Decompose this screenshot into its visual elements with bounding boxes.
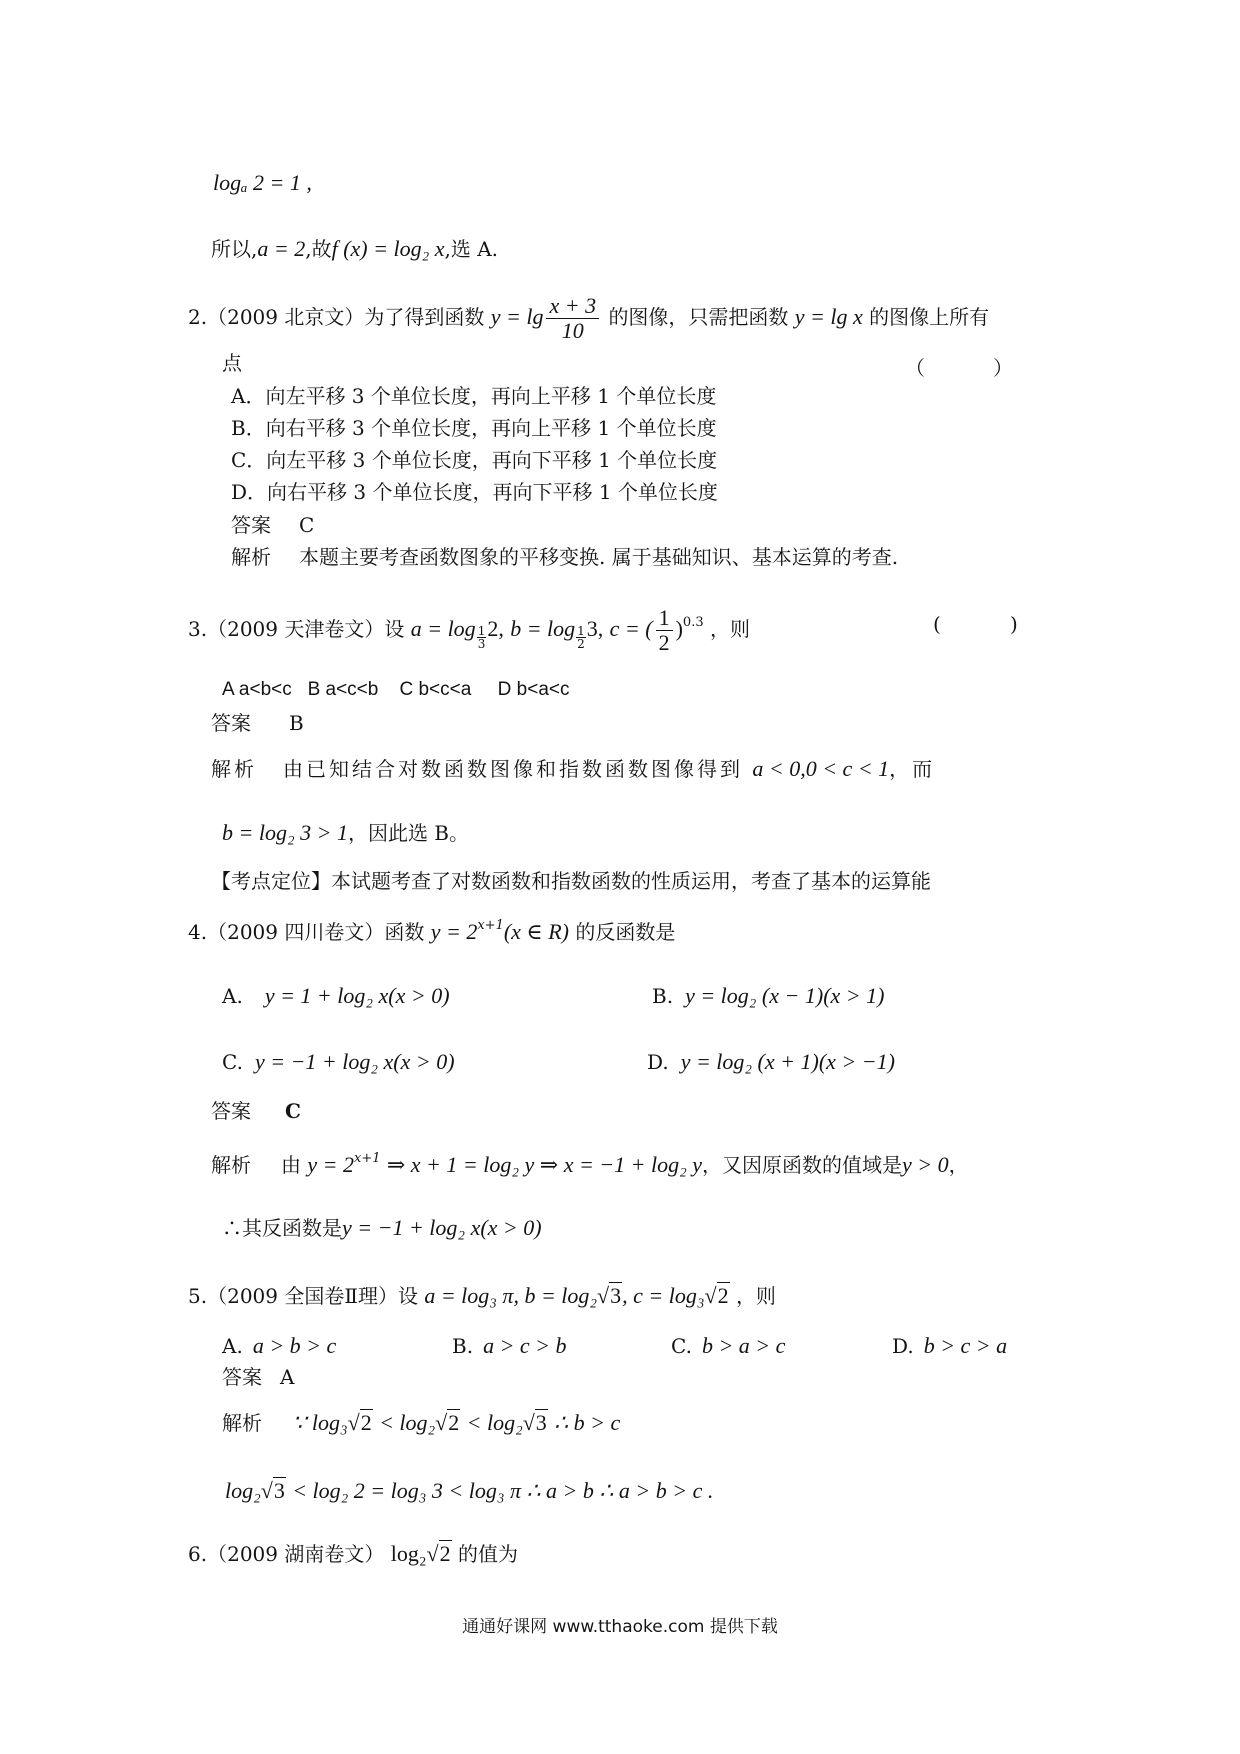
q5-sqrt2: √2 — [704, 1283, 729, 1308]
q3-source: （2009 天津卷文）设 — [207, 617, 405, 642]
q5-source: （2009 全国卷Ⅱ理）设 — [207, 1284, 418, 1308]
q3-b-arg: 3, — [586, 616, 604, 642]
q3-a-base-num: 1 — [477, 624, 486, 639]
q2-answer-label: 答案 — [231, 513, 271, 537]
q4-option-b-expr: y = log₂ (x − 1)(x > 1) — [685, 983, 885, 1008]
top-line-2 — [211, 238, 498, 260]
q4-analysis — [211, 1151, 969, 1177]
q5-analysis-p4: ∴ b > c — [554, 1410, 621, 1435]
q2-number: 2. — [188, 305, 208, 330]
q3-note: 【考点定位】本试题考查了对数函数和指数函数的性质运用，考查了基本的运算能 — [211, 869, 931, 893]
q3-b-part: b = log — [510, 616, 576, 642]
q4-func: y = 2 — [430, 919, 478, 944]
q3-c-num: 1 — [656, 606, 673, 631]
q3-c-part: c = ( — [609, 616, 653, 642]
q2-func2: y = lg x — [794, 304, 863, 330]
q4-option-d — [647, 1051, 895, 1073]
q4-option-a — [222, 985, 450, 1007]
q3-analysis-end: ，而 — [889, 757, 936, 781]
q2-stem — [188, 294, 989, 343]
q6-tail: 的值为 — [457, 1542, 518, 1566]
q4-analysis-end: ， — [948, 1153, 969, 1177]
q3-a-base — [477, 625, 487, 650]
q3-number: 3. — [188, 617, 208, 642]
q5-line2-p1: log₂ — [225, 1478, 261, 1503]
q2-source: （2009 北京文）为了得到函数 — [207, 305, 485, 330]
q5-sqrt2-arg: 2 — [717, 1283, 729, 1308]
q5-expr-c: , c = log₃ — [622, 1283, 705, 1308]
top-line-2-suffix: ,选 A. — [444, 237, 498, 261]
q4-option-b — [652, 985, 884, 1007]
q4-conclusion — [222, 1217, 542, 1239]
q2-analysis-label: 解析 — [231, 545, 271, 569]
q4-option-d-label: D. — [647, 1050, 669, 1074]
q5-answer — [222, 1367, 294, 1387]
q4-func-exp: x+1 — [477, 918, 504, 933]
q6-stem — [188, 1543, 518, 1565]
q5-analysis-p2: < log₂ — [379, 1410, 436, 1435]
q3-line2-math: b = log₂ 3 > 1 — [222, 820, 348, 845]
q4-option-c-expr: y = −1 + log₂ x(x > 0) — [254, 1049, 455, 1074]
q5-expr-a: a = log₃ π, b = log₂ — [424, 1283, 598, 1308]
q5-line2-r1: 3 — [273, 1478, 285, 1503]
q2-tail: 的图像上所有 — [869, 305, 990, 330]
q2-mid: 的图像，只需把函数 — [608, 305, 789, 330]
q5-analysis-p1: ∵ log₃ — [292, 1410, 348, 1435]
q2-option-c: C．向左平移 3 个单位长度，再向下平移 1 个单位长度 — [231, 448, 718, 472]
q2-fraction-num: x + 3 — [546, 294, 599, 319]
q4-answer — [211, 1101, 301, 1121]
q3-a-base-den: 3 — [477, 637, 486, 652]
q4-analysis-label: 解析 — [211, 1153, 251, 1177]
q5-analysis-p3: < log₂ — [466, 1410, 523, 1435]
q5-analysis-r2: 2 — [448, 1410, 460, 1435]
q5-option-a-expr: a > b > c — [252, 1333, 337, 1358]
top-line-1: logₐ 2 = 1 , — [213, 170, 312, 195]
q3-bracket-close: ) — [1010, 612, 1018, 636]
q4-domain: (x ∈ R) — [503, 919, 569, 944]
q3-analysis-line2 — [222, 822, 469, 844]
q3-analysis-label: 解析 — [211, 757, 257, 781]
q5-option-c — [671, 1335, 785, 1357]
q2-bracket-close: ） — [993, 356, 1013, 380]
q3-b-base-den: 2 — [577, 637, 585, 652]
q2-func-lhs: y = lg — [490, 304, 544, 330]
q2-fraction-den: 10 — [561, 318, 584, 344]
q5-stem — [188, 1285, 776, 1307]
q5-analysis-sqrt-a: √2 — [347, 1410, 372, 1435]
q5-analysis-sqrt-c: √3 — [522, 1410, 547, 1435]
q5-option-c-label: C. — [671, 1334, 692, 1358]
q6-number: 6. — [188, 1542, 208, 1566]
q5-tail: ，则 — [735, 1284, 776, 1308]
q5-option-b-expr: a > c > b — [483, 1333, 567, 1358]
q2-analysis — [231, 547, 898, 567]
q5-analysis-line2 — [225, 1480, 713, 1502]
q4-conclusion-pre: ∴其反函数是 — [222, 1216, 342, 1240]
q3-analysis — [211, 758, 935, 780]
q4-analysis-math3: y > 0 — [902, 1152, 949, 1177]
q3-c-close: ) — [675, 616, 683, 642]
q5-line2-p2: < log₂ 2 = log₃ 3 < log₃ π ∴ a > b ∴ a > b > c . — [292, 1478, 714, 1503]
q5-option-d-expr: b > c > a — [923, 1333, 1008, 1358]
q3-options: A a<b<c B a<c<b C b<c<a D b<a<c — [222, 679, 570, 700]
q3-analysis-math: a < 0,0 < c < 1 — [752, 756, 890, 781]
q4-analysis-mid: ，又因原函数的值域是 — [702, 1153, 903, 1177]
q6-source: （2009 湖南卷文） — [207, 1542, 385, 1566]
q3-answer-value: B — [289, 711, 304, 735]
q4-option-d-expr: y = log₂ (x + 1)(x > −1) — [680, 1049, 895, 1074]
q5-number: 5. — [188, 1284, 208, 1308]
q5-option-a-label: A. — [222, 1334, 243, 1358]
q5-sqrt3: √3 — [597, 1283, 622, 1308]
q5-analysis-r3: 3 — [535, 1410, 547, 1435]
q4-stem — [188, 918, 676, 944]
q3-b-base-num: 1 — [577, 624, 585, 639]
q2-answer-value: C — [299, 513, 315, 537]
q6-sqrt-arg: 2 — [439, 1541, 451, 1566]
page-footer: 通通好课网 www.tthaoke.com 提供下载 — [462, 1617, 778, 1637]
q4-option-c-label: C. — [222, 1050, 243, 1074]
q4-analysis-math1: y = 2 — [307, 1152, 354, 1177]
q4-analysis-pre: 由 — [281, 1153, 301, 1177]
q3-c-den: 2 — [658, 630, 670, 656]
q3-c-exp: 0.3 — [682, 615, 704, 631]
q3-c-fraction — [656, 606, 673, 655]
q2-option-a: A．向左平移 3 个单位长度，再向上平移 1 个单位长度 — [231, 384, 717, 408]
q5-analysis-label: 解析 — [222, 1411, 262, 1435]
q2-option-d: D．向右平移 3 个单位长度，再向下平移 1 个单位长度 — [231, 480, 718, 504]
top-line-2-mid: ,故 — [305, 237, 332, 261]
q5-line2-sqrt: √3 — [260, 1478, 285, 1503]
q4-answer-value: C — [285, 1099, 301, 1123]
q5-analysis-sqrt-b: √2 — [435, 1410, 460, 1435]
q4-number: 4. — [188, 920, 208, 944]
q4-analysis-exp: x+1 — [353, 1151, 381, 1166]
q4-analysis-math2: ⇒ x + 1 = log₂ y ⇒ x = −1 + log₂ y — [386, 1152, 703, 1177]
q4-answer-label: 答案 — [211, 1099, 251, 1123]
q5-option-b — [452, 1335, 567, 1357]
q5-option-b-label: B. — [452, 1334, 474, 1358]
q2-option-b: B．向右平移 3 个单位长度，再向上平移 1 个单位长度 — [231, 416, 717, 440]
q3-line2-text: ，因此选 B。 — [347, 821, 470, 845]
q2-fraction — [546, 294, 599, 343]
q2-bracket-open: （ — [905, 356, 925, 380]
q3-b-base — [576, 625, 586, 650]
q3-stem — [188, 606, 750, 655]
q3-a-arg: 2, — [487, 616, 504, 642]
q5-option-d — [892, 1335, 1007, 1357]
q3-tail: ，则 — [709, 617, 750, 642]
q5-answer-label: 答案 — [222, 1365, 262, 1389]
q5-analysis — [222, 1412, 620, 1434]
q5-option-a — [222, 1335, 336, 1357]
q5-analysis-r1: 2 — [360, 1410, 372, 1435]
q5-answer-value: A — [280, 1365, 295, 1389]
top-line-2-f: f (x) = log₂ x — [331, 236, 445, 261]
q3-a-part: a = log — [410, 616, 476, 642]
q3-answer-label: 答案 — [211, 711, 251, 735]
q3-analysis-text: 由已知结合对数函数图像和指数函数图像得到 — [283, 757, 743, 781]
q5-option-c-expr: b > a > c — [701, 1333, 786, 1358]
q2-cont: 点 — [222, 351, 242, 375]
q4-option-b-label: B. — [652, 984, 674, 1008]
q5-sqrt3-arg: 3 — [610, 1283, 622, 1308]
q4-tail: 的反函数是 — [575, 920, 676, 944]
q2-analysis-text: 本题主要考查函数图象的平移变换. 属于基础知识、基本运算的考查. — [299, 545, 899, 569]
q6-expr: log₂ — [390, 1541, 427, 1566]
top-line-2-a: a = 2 — [257, 236, 306, 261]
q3-answer — [211, 713, 304, 733]
q4-option-a-label: A. — [222, 984, 243, 1008]
top-line-2-prefix: 所以, — [211, 237, 258, 261]
q4-conclusion-math: y = −1 + log₂ x(x > 0) — [342, 1215, 542, 1240]
q4-option-a-expr: y = 1 + log₂ x(x > 0) — [264, 983, 450, 1008]
q6-sqrt: √2 — [426, 1541, 451, 1566]
q4-option-c — [222, 1051, 455, 1073]
q3-bracket-open: ( — [933, 612, 941, 636]
q4-source: （2009 四川卷文）函数 — [207, 920, 425, 944]
q5-option-d-label: D. — [892, 1334, 914, 1358]
q2-answer — [231, 515, 314, 535]
